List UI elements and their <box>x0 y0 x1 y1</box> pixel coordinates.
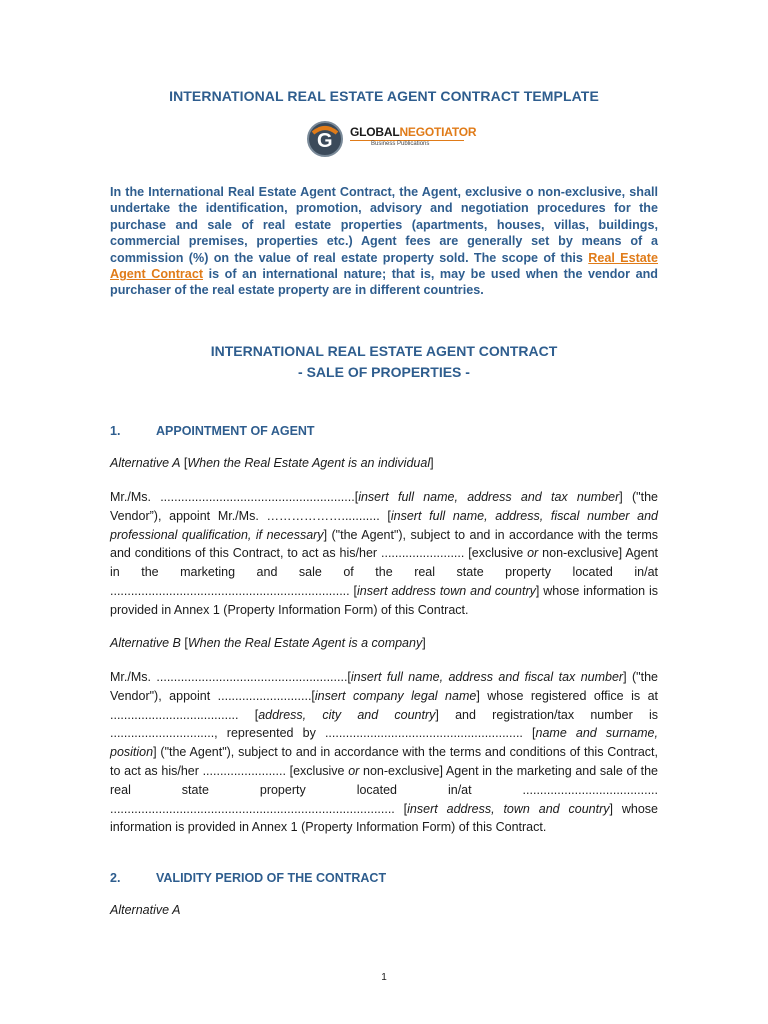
alt-b-label: Alternative B <box>110 636 181 650</box>
real-estate-agent-contract-link[interactable]: Real Estate Agent Contract <box>110 250 658 282</box>
logo-subtitle: Business Publications <box>371 141 430 147</box>
text-segment: ] ("the Agent"), subject to and in accordance with the terms and conditions of this Contract, to act as his/her ........................ [exclusive <box>110 745 658 778</box>
svg-text:G: G <box>317 130 333 152</box>
text-segment: non-exclusive] Agent in the marketing and sale of the real state property located in/at ....................................... .................................................................................. [ <box>110 763 658 816</box>
alt-a-paragraph: Mr./Ms. ........................................................[insert full name, address and tax number] ("the Vendor”), appoint Mr./Ms. ………………........... [insert full name, address, fiscal number and professional qualification, if necessary] ("the Agent"), subject to and in accordance with the terms and conditions of this Contract, to act as his/her ........................ [exclusive or non-exclusive] Agent in the marketing and sale of the real state property located in/at ..................................................................... [insert address town and country] whose information is provided in Annex 1 (Property Information Form) of this Contract. <box>110 490 659 617</box>
text-segment: ] ("the Agent"), subject to and in accordance with the terms and conditions of this Contract, to act as his/her ........................ [exclusive <box>110 527 658 561</box>
text-segment: ] ("the Vendor"), appoint ...........................[ <box>110 670 658 703</box>
alt-b-note: When the Real Estate Agent is a company <box>187 636 423 650</box>
placeholder-text: or <box>527 546 539 561</box>
logo-word-global: GLOBAL <box>350 125 400 139</box>
alt-a-label: Alternative A <box>110 456 181 470</box>
contract-title: INTERNATIONAL REAL ESTATE AGENT CONTRACT <box>210 343 558 359</box>
placeholder-text: or <box>348 763 360 778</box>
intro-paragraph <box>110 184 658 299</box>
page-number: 1 <box>381 972 387 983</box>
section-1-heading <box>110 424 315 438</box>
document-title: INTERNATIONAL REAL ESTATE AGENT CONTRACT TEMPLATE <box>169 88 599 104</box>
section-2-title: VALIDITY PERIOD OF THE CONTRACT <box>156 871 387 885</box>
section-2-heading <box>110 871 386 885</box>
intro-text-start: In the International Real Estate Agent Contract, the Agent, exclusive o non-exclusive, shall undertake the identification, promotion, advisory and negotiation procedures for the purchase and sale of real estate properties (apartments, houses, villas, buildings, commercial premises, properties etc.) Agent fees are generally set by means of a commission (%) on the value of real estate property sold. The scope of this <box>110 185 658 265</box>
section-2-number: 2. <box>110 871 121 885</box>
contract-subtitle: - SALE OF PROPERTIES - <box>298 364 470 380</box>
intro-text-end: is of an international nature; that is, may be used when the vendor and purchaser of the real estate property are in different countries. <box>110 267 658 298</box>
placeholder-text: insert full name, address and tax number <box>358 490 620 504</box>
placeholder-text: insert address, town and country <box>407 801 610 816</box>
logo-wordmark <box>350 125 476 139</box>
placeholder-text: insert full name, address and fiscal tax number <box>350 670 624 684</box>
text-segment: Mr./Ms. .......................................................[ <box>110 670 351 684</box>
placeholder-text: insert company legal name <box>314 688 477 703</box>
section-2-alt-a-label: Alternative A <box>110 903 181 917</box>
text-segment: non-exclusive] Agent in the marketing and sale of the real state property located in/at ..................................................................... [ <box>110 546 658 598</box>
placeholder-text: name and surname, position <box>110 726 658 760</box>
text-segment: ] and registration/tax number is .............................., represented by ......................................................... [ <box>110 707 658 741</box>
section-1-title: APPOINTMENT OF AGENT <box>156 424 315 438</box>
global-negotiator-logo <box>305 119 477 159</box>
section-1-alternative-a: Alternative A [When the Real Estate Agent is an individual] <box>110 456 434 470</box>
text-segment: Mr./Ms. ........................................................ <box>110 490 355 504</box>
alt-a-note: When the Real Estate Agent is an individual <box>187 456 431 470</box>
alt-b-paragraph <box>110 668 658 837</box>
placeholder-text: insert address town and country <box>357 583 536 598</box>
placeholder-text: insert full name, address, fiscal number and professional qualification, if necessary <box>110 508 659 542</box>
section-1-number: 1. <box>110 424 121 438</box>
text-segment: ] whose registered office is at ..................................... [ <box>110 688 658 722</box>
text-segment: ] whose information is provided in Annex 1 (Property Information Form) of this Contract. <box>110 801 658 835</box>
text-segment: ] whose information is provided in Annex 1 (Property Information Form) of this Contract. <box>110 583 658 617</box>
section-2-alternative-a <box>110 903 180 917</box>
section-1-alternative-b: Alternative B [When the Real Estate Agent is a company] <box>110 636 426 650</box>
globe-g-icon <box>305 119 345 159</box>
logo-word-negotiator: NEGOTIATOR <box>399 125 477 139</box>
placeholder-text: address, city and country <box>258 707 436 722</box>
